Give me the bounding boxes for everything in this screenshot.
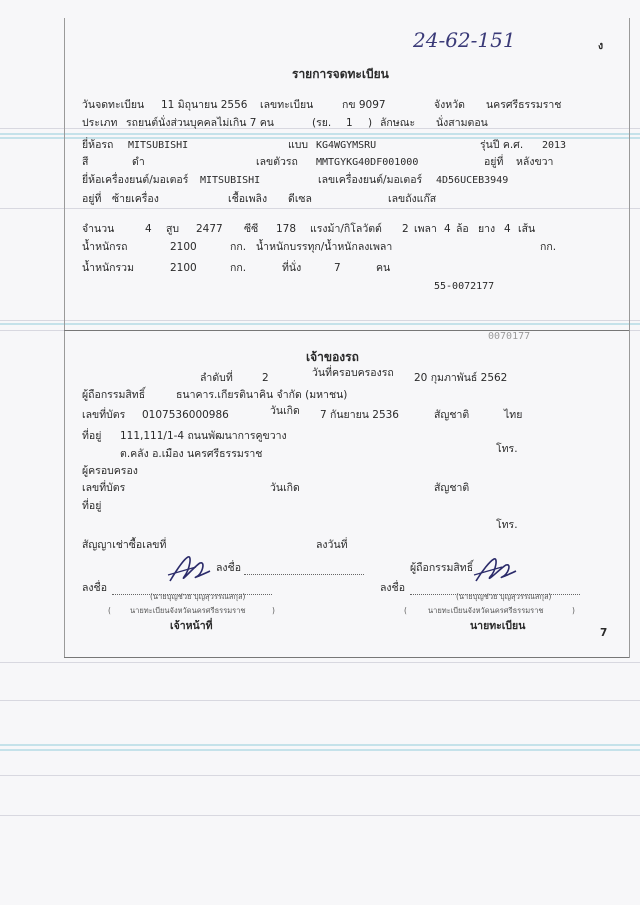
year-label: รุ่นปี ค.ศ. <box>480 139 524 151</box>
seq: 2 <box>262 372 269 384</box>
tel-label: โทร. <box>496 443 518 455</box>
officer-name: (นายบุญช่วย บุญสุวรรณสกุล) <box>150 592 246 601</box>
cc-label: ซีซี <box>244 223 259 235</box>
officer-name-right: (นายบุญช่วย บุญสุวรรณสกุล) <box>456 592 552 601</box>
nationality: ไทย <box>504 409 523 421</box>
faint-serial: 0070177 <box>488 331 531 342</box>
model: KG4WGYMSRU <box>316 140 377 151</box>
officer-position: นายทะเบียนจังหวัดนครศรีธรรมราช <box>130 606 246 615</box>
tires-value: 4 <box>504 223 511 235</box>
vehicle-char: นั่งสามตอน <box>436 117 488 129</box>
chassis-no: MMTGYKG40DF001000 <box>316 157 419 168</box>
nationality-label: สัญชาติ <box>434 409 470 421</box>
brand-label: ยี่ห้อรถ <box>82 139 114 151</box>
address-line1: 111,111/1-4 ถนนพัฒนาการคูขวาง <box>120 430 287 442</box>
open-paren-right: ( <box>404 606 407 615</box>
address-line2: ต.คลัง อ.เมือง นครศรีธรรมราช <box>120 448 263 460</box>
officer-title: เจ้าหน้าที่ <box>170 620 213 632</box>
holder-sign-label: ผู้ถือกรรมสิทธิ์ <box>410 562 474 574</box>
form-bottom-line <box>64 657 629 658</box>
load-unit: กก. <box>540 241 557 253</box>
close-paren-right: ) <box>572 606 575 615</box>
sign-label-left: ลงชื่อ <box>82 582 107 594</box>
handwritten-number: 24-62-151 <box>413 28 516 52</box>
load-label: น้ำหนักบรรทุก/น้ำหนักลงเพลา <box>256 241 393 253</box>
scan-stripe <box>0 749 640 751</box>
form-serial: 55-0072177 <box>434 281 495 292</box>
seats-unit: คน <box>376 262 391 274</box>
cc-value: 2477 <box>196 223 223 235</box>
possess-date: 20 กุมภาพันธ์ 2562 <box>414 372 508 384</box>
sign-label-right: ลงชื่อ <box>380 582 405 594</box>
seats-label: ที่นั่ง <box>282 262 302 274</box>
close-paren-left: ) <box>272 606 275 615</box>
tires-unit: เส้น <box>518 223 536 235</box>
registrar-position: นายทะเบียนจังหวัดนครศรีธรรมราช <box>428 606 544 615</box>
engine-no: 4D56UCEB3949 <box>436 175 509 186</box>
birth2-label: วันเกิด <box>270 482 300 494</box>
holder-signature <box>472 555 518 587</box>
hp-label: แรงม้า/กิโลวัตต์ <box>310 223 382 235</box>
contract-label: สัญญาเช่าซื้อเลขที่ <box>82 539 167 551</box>
possess-label: วันที่ครอบครองรถ <box>312 367 394 379</box>
id-no: 0107536000986 <box>142 409 229 421</box>
page-number: 7 <box>600 627 608 639</box>
rs-close: ) <box>368 117 373 129</box>
wheels-label: ล้อ <box>456 223 469 235</box>
at1-label: อยู่ที่ <box>484 156 504 168</box>
engine-no-label: เลขเครื่องยนต์/มอเตอร์ <box>318 174 423 186</box>
weight-unit: กก. <box>230 241 247 253</box>
registrar-title: นายทะเบียน <box>470 620 526 632</box>
registration-title: รายการจดทะเบียน <box>292 67 389 81</box>
officer-signature <box>166 553 212 587</box>
engine-brand: MITSUBISHI <box>200 175 261 186</box>
open-paren-left: ( <box>108 606 111 615</box>
hp-value: 178 <box>276 223 297 235</box>
weight-label: น้ำหนักรถ <box>82 241 128 253</box>
total-weight-unit: กก. <box>230 262 247 274</box>
nationality2-label: สัญชาติ <box>434 482 470 494</box>
province: นครศรีธรรมราช <box>486 99 562 111</box>
total-weight: 2100 <box>170 262 197 274</box>
vehicle-type: รถยนต์นั่งส่วนบุคคลไม่เกิน 7 คน <box>126 117 274 129</box>
scan-line <box>0 662 640 663</box>
seats: 7 <box>334 262 341 274</box>
reg-date: 11 มิถุนายน 2556 <box>161 99 248 111</box>
scan-line <box>0 815 640 816</box>
tel2-label: โทร. <box>496 519 518 531</box>
holder: ธนาคาร.เกียรตินาคิน จำกัด (มหาชน) <box>176 389 348 401</box>
chassis-label: เลขตัวรถ <box>256 156 298 168</box>
fuel-label: เชื้อเพลิง <box>228 193 268 205</box>
wheels-value: 4 <box>444 223 451 235</box>
province-label: จังหวัด <box>434 99 465 111</box>
color-label: สี <box>82 156 89 168</box>
birth-date: 7 กันยายน 2536 <box>320 409 399 421</box>
scan-stripe <box>0 744 640 746</box>
rs-label: (รย. <box>312 117 332 129</box>
brand: MITSUBISHI <box>128 140 189 151</box>
seq-label: ลำดับที่ <box>200 372 233 384</box>
year: 2013 <box>542 140 567 151</box>
weight: 2100 <box>170 241 197 253</box>
contract-date-label: ลงวันที่ <box>316 539 348 551</box>
page-mark: ง <box>598 40 604 52</box>
holder-label: ผู้ถือกรรมสิทธิ์ <box>82 389 146 401</box>
fuel: ดีเซล <box>288 193 312 205</box>
color: ดำ <box>132 156 145 168</box>
occupier-label: ผู้ครอบครอง <box>82 465 138 477</box>
at2-label: อยู่ที่ <box>82 193 102 205</box>
amount-label: จำนวน <box>82 223 115 235</box>
reg-no: กข 9097 <box>342 99 386 111</box>
char-label: ลักษณะ <box>380 117 416 129</box>
reg-no-label: เลขทะเบียน <box>260 99 314 111</box>
cylinder-label: สูบ <box>166 223 180 235</box>
reg-date-label: วันจดทะเบียน <box>82 99 145 111</box>
scan-line <box>0 700 640 701</box>
section-divider <box>64 330 629 331</box>
address2-label: ที่อยู่ <box>82 500 102 512</box>
axles-label: เพลา <box>414 223 437 235</box>
sign-name-line <box>244 574 364 575</box>
id2-label: เลขที่บัตร <box>82 482 126 494</box>
total-weight-label: น้ำหนักรวม <box>82 262 134 274</box>
cylinder-count: 4 <box>145 223 152 235</box>
tires-label: ยาง <box>478 223 496 235</box>
gas-tank-label: เลขถังแก๊ส <box>388 193 437 205</box>
address-label: ที่อยู่ <box>82 430 102 442</box>
axles-value: 2 <box>402 223 409 235</box>
model-label: แบบ <box>288 139 309 151</box>
at2: ซ้ายเครื่อง <box>112 193 159 205</box>
owner-title: เจ้าของรถ <box>306 350 359 364</box>
engine-brand-label: ยี่ห้อเครื่องยนต์/มอเตอร์ <box>82 174 189 186</box>
scan-line <box>0 775 640 776</box>
form-border <box>64 18 630 658</box>
id-label: เลขที่บัตร <box>82 409 126 421</box>
birth-label: วันเกิด <box>270 405 300 417</box>
type-label: ประเภท <box>82 117 118 129</box>
at1: หลังขวา <box>516 156 554 168</box>
sign-name-label: ลงชื่อ <box>216 562 241 574</box>
rs-value: 1 <box>346 117 353 129</box>
